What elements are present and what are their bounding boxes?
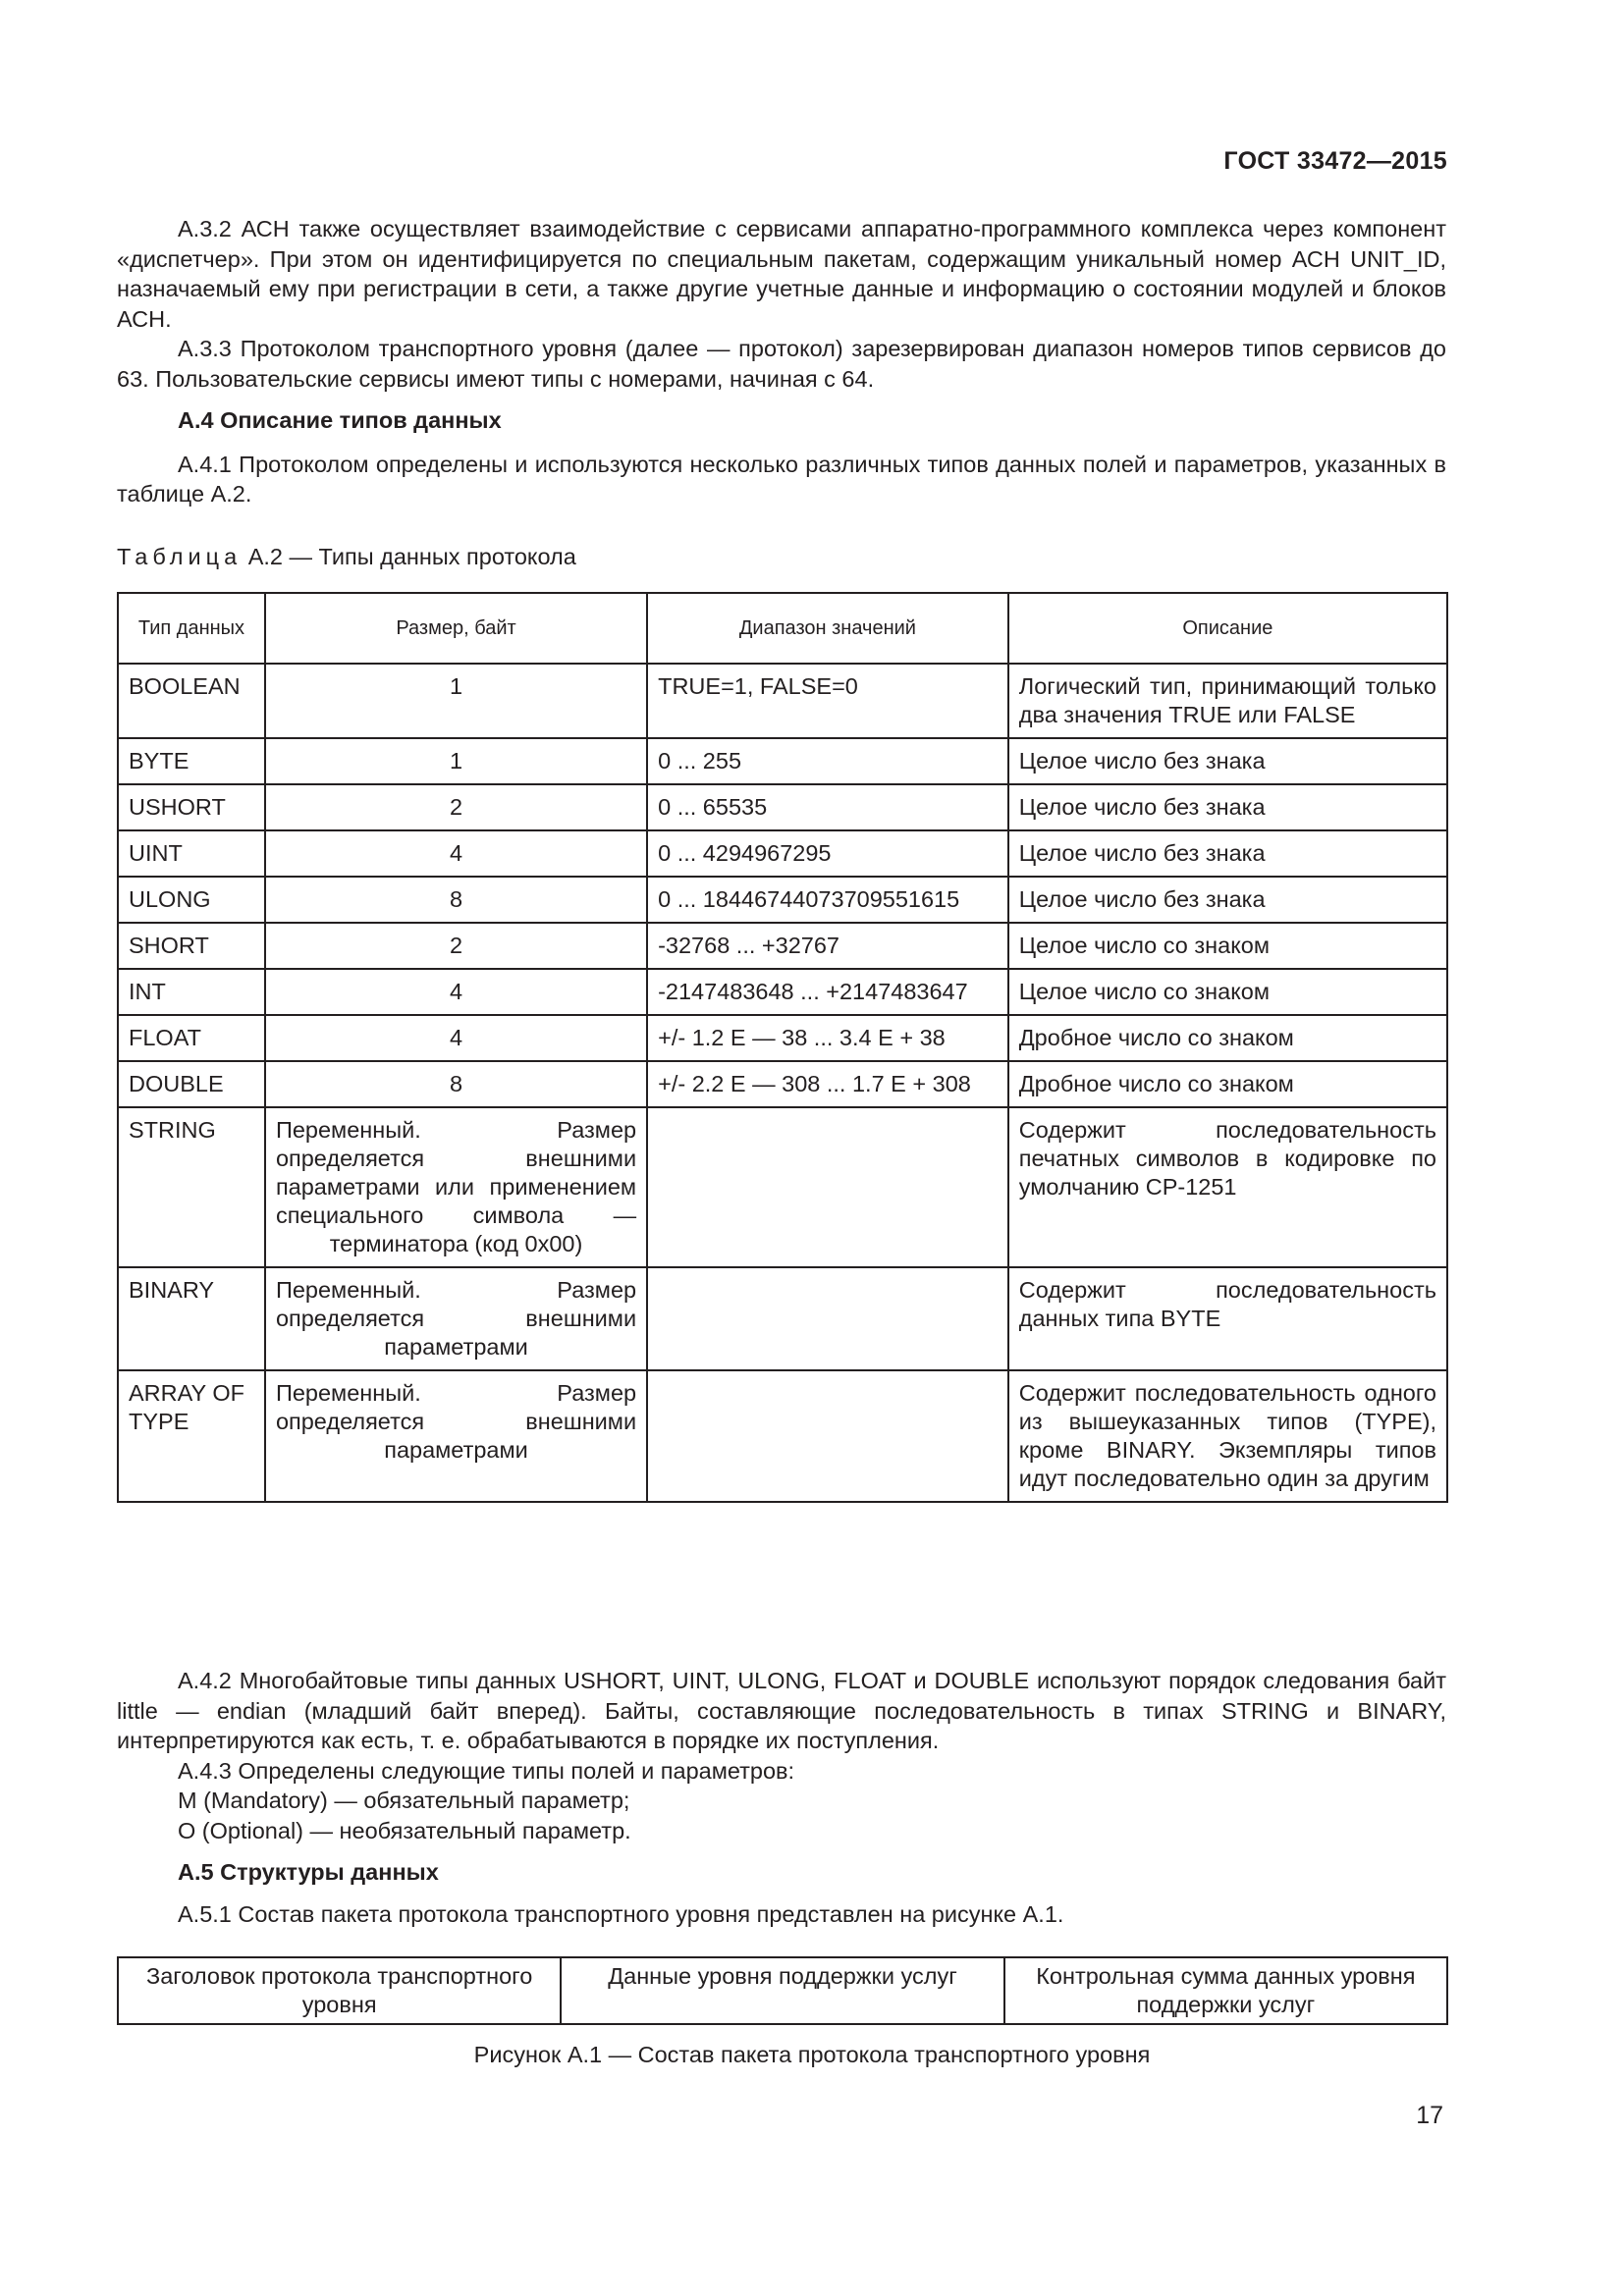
cell-range: 0 ... 65535 bbox=[647, 784, 1008, 830]
cell-description: Содержит последовательность данных типа BYTE bbox=[1008, 1267, 1447, 1370]
cell-size: Переменный. Размер определяется внешними параметрами bbox=[265, 1370, 647, 1502]
cell-type: INT bbox=[118, 969, 265, 1015]
cell-type: ULONG bbox=[118, 877, 265, 923]
cell-type: USHORT bbox=[118, 784, 265, 830]
cell-description: Содержит последовательность печатных символов в кодировке по умолчанию CP-1251 bbox=[1008, 1107, 1447, 1267]
intro-text-block bbox=[117, 214, 1446, 509]
header-description: Описание bbox=[1008, 593, 1447, 664]
cell-range: 0 ... 18446744073709551615 bbox=[647, 877, 1008, 923]
cell-type: ARRAY OF TYPE bbox=[118, 1370, 265, 1502]
table-row bbox=[118, 877, 1447, 923]
header-range: Диапазон значений bbox=[647, 593, 1008, 664]
table-row bbox=[118, 923, 1447, 969]
page-number: 17 bbox=[1416, 2102, 1443, 2129]
cell-type: SHORT bbox=[118, 923, 265, 969]
cell-description: Целое число без знака bbox=[1008, 738, 1447, 784]
table-row bbox=[118, 738, 1447, 784]
cell-size: 4 bbox=[265, 830, 647, 877]
table-row bbox=[118, 784, 1447, 830]
figure-row bbox=[118, 1957, 1447, 2024]
cell-type: UINT bbox=[118, 830, 265, 877]
table-row bbox=[118, 664, 1447, 738]
cell-description: Содержит последовательность одного из вышеуказанных типов (TYPE), кроме BINARY. Экземпляры типов идут последовательно один за другим bbox=[1008, 1370, 1447, 1502]
cell-range: -2147483648 ... +2147483647 bbox=[647, 969, 1008, 1015]
table-caption-label: Таблица bbox=[117, 544, 243, 569]
paragraph-a5-1: А.5.1 Состав пакета протокола транспортного уровня представлен на рисунке А.1. bbox=[178, 1900, 1064, 1927]
cell-size: 8 bbox=[265, 877, 647, 923]
header-size: Размер, байт bbox=[265, 593, 647, 664]
header-type: Тип данных bbox=[118, 593, 265, 664]
cell-size: 4 bbox=[265, 1015, 647, 1061]
data-types-table bbox=[117, 592, 1448, 1503]
cell-size: 1 bbox=[265, 738, 647, 784]
cell-size: 4 bbox=[265, 969, 647, 1015]
cell-type: FLOAT bbox=[118, 1015, 265, 1061]
paragraph-a4-2: А.4.2 Многобайтовые типы данных USHORT, UINT, ULONG, FLOAT и DOUBLE используют порядок следования байт little — endian (младший байт вперед). Байты, составляющие последовательность в типах STRING и BINARY, интерпретируются как есть, т. е. обрабатываются в порядке их поступления. bbox=[117, 1668, 1446, 1753]
post-table-text-block bbox=[117, 1666, 1446, 1929]
cell-type: DOUBLE bbox=[118, 1061, 265, 1107]
cell-description: Целое число со знаком bbox=[1008, 923, 1447, 969]
table-caption bbox=[117, 544, 576, 570]
table-caption-text: А.2 — Типы данных протокола bbox=[247, 544, 576, 569]
cell-description: Целое число без знака bbox=[1008, 877, 1447, 923]
packet-header-cell: Заголовок протокола транспортного уровня bbox=[118, 1957, 561, 2024]
table-row bbox=[118, 1061, 1447, 1107]
cell-description: Дробное число со знаком bbox=[1008, 1061, 1447, 1107]
paragraph-a4-3-mandatory: M (Mandatory) — обязательный параметр; bbox=[178, 1788, 630, 1813]
cell-description: Целое число без знака bbox=[1008, 784, 1447, 830]
section-heading-a4: А.4 Описание типов данных bbox=[178, 407, 502, 433]
cell-range: +/- 1.2 E — 38 ... 3.4 E + 38 bbox=[647, 1015, 1008, 1061]
cell-size: 2 bbox=[265, 923, 647, 969]
cell-description: Целое число со знаком bbox=[1008, 969, 1447, 1015]
table-row bbox=[118, 969, 1447, 1015]
cell-description: Логический тип, принимающий только два значения TRUE или FALSE bbox=[1008, 664, 1447, 738]
packet-data-cell: Данные уровня поддержки услуг bbox=[561, 1957, 1003, 2024]
table-row bbox=[118, 1370, 1447, 1502]
cell-range bbox=[647, 1107, 1008, 1267]
table-row bbox=[118, 830, 1447, 877]
paragraph-a4-1: А.4.1 Протоколом определены и используются несколько различных типов данных полей и параметров, указанных в таблице А.2. bbox=[117, 451, 1446, 507]
cell-description: Дробное число со знаком bbox=[1008, 1015, 1447, 1061]
cell-type: STRING bbox=[118, 1107, 265, 1267]
cell-size: Переменный. Размер определяется внешними параметрами или применением специального символа — терминатора (код 0x00) bbox=[265, 1107, 647, 1267]
cell-range: 0 ... 255 bbox=[647, 738, 1008, 784]
paragraph-a4-3: А.4.3 Определены следующие типы полей и параметров: bbox=[178, 1757, 795, 1784]
cell-range: 0 ... 4294967295 bbox=[647, 830, 1008, 877]
cell-type: BINARY bbox=[118, 1267, 265, 1370]
cell-type: BOOLEAN bbox=[118, 664, 265, 738]
packet-checksum-cell: Контрольная сумма данных уровня поддержки услуг bbox=[1004, 1957, 1447, 2024]
cell-range bbox=[647, 1370, 1008, 1502]
figure-caption: Рисунок А.1 — Состав пакета протокола транспортного уровня bbox=[473, 2042, 1151, 2067]
table-header-row bbox=[118, 593, 1447, 664]
table-row bbox=[118, 1107, 1447, 1267]
cell-size: 2 bbox=[265, 784, 647, 830]
cell-size: Переменный. Размер определяется внешними параметрами bbox=[265, 1267, 647, 1370]
table-row bbox=[118, 1267, 1447, 1370]
section-heading-a5: А.5 Структуры данных bbox=[178, 1859, 439, 1885]
standard-header: ГОСТ 33472—2015 bbox=[1223, 147, 1447, 175]
cell-range: -32768 ... +32767 bbox=[647, 923, 1008, 969]
cell-description: Целое число без знака bbox=[1008, 830, 1447, 877]
cell-range: TRUE=1, FALSE=0 bbox=[647, 664, 1008, 738]
paragraph-a4-3-optional: O (Optional) — необязательный параметр. bbox=[178, 1817, 631, 1843]
cell-range: +/- 2.2 E — 308 ... 1.7 E + 308 bbox=[647, 1061, 1008, 1107]
cell-size: 8 bbox=[265, 1061, 647, 1107]
paragraph-a3-3: А.3.3 Протоколом транспортного уровня (далее — протокол) зарезервирован диапазон номеров типов сервисов до 63. Пользовательские сервисы имеют типы с номерами, начиная с 64. bbox=[117, 336, 1446, 392]
paragraph-a3-2: А.3.2 АСН также осуществляет взаимодействие с сервисами аппаратно-программного комплекса через компонент «диспетчер». При этом он идентифицируется по специальным пакетам, содержащим уникальный номер АСН UNIT_ID, назначаемый ему при регистрации в сети, а также другие учетные данные и информацию о состоянии модулей и блоков АСН. bbox=[117, 216, 1446, 332]
cell-size: 1 bbox=[265, 664, 647, 738]
cell-range bbox=[647, 1267, 1008, 1370]
cell-type: BYTE bbox=[118, 738, 265, 784]
table-row bbox=[118, 1015, 1447, 1061]
packet-structure-figure bbox=[117, 1956, 1448, 2025]
